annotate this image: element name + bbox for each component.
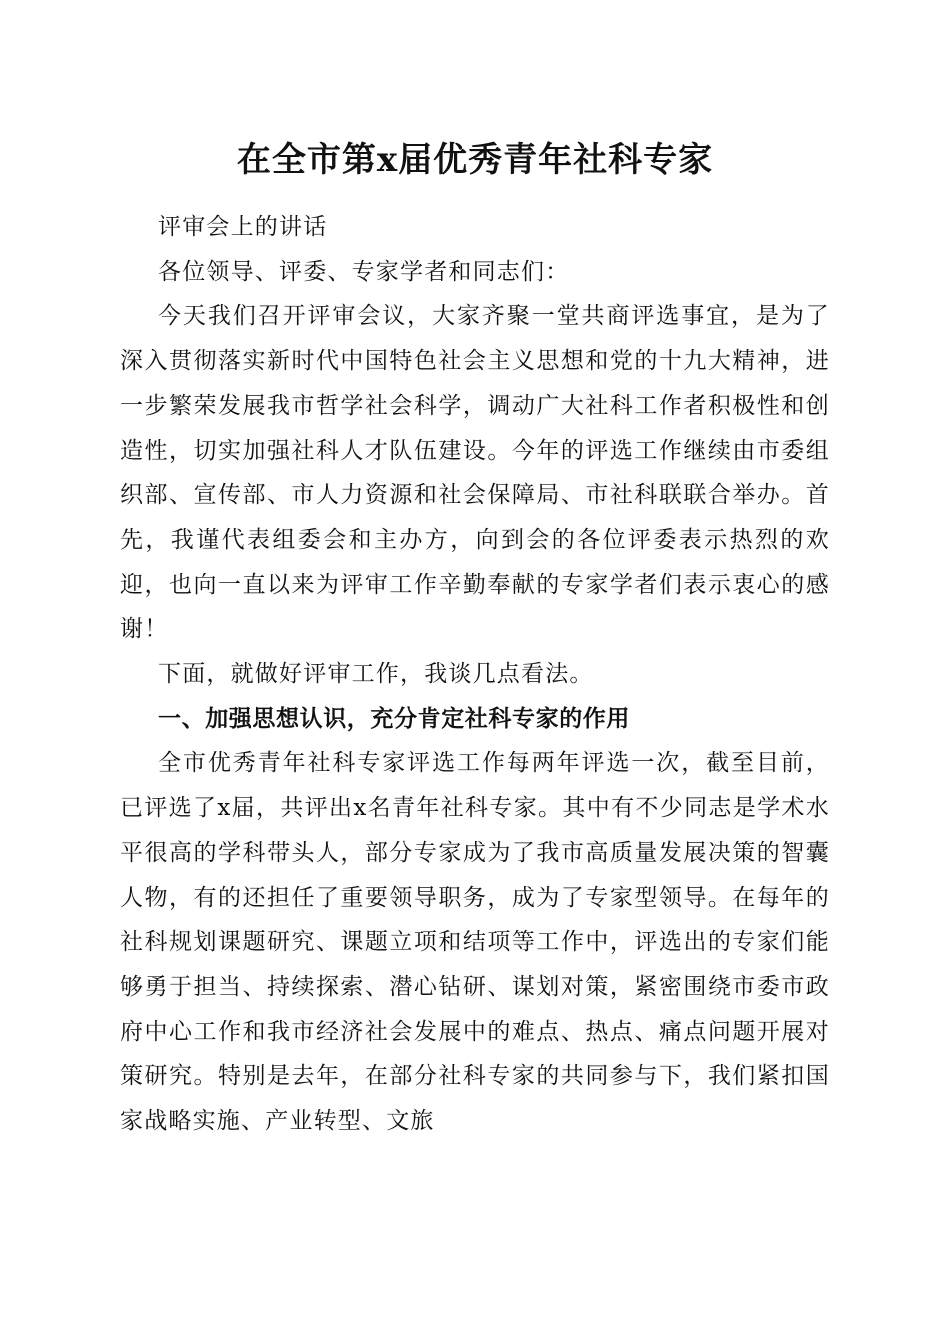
document-title: 在全市第x届优秀青年社科专家: [236, 140, 714, 180]
speech-subtitle: 评审会上的讲话: [158, 214, 328, 240]
paragraph-section-1: 全市优秀青年社科专家评选工作每两年评选一次，截至目前，已评选了x届，共评出x名青年社科专家。其中有不少同志是学术水平很高的学科带头人，部分专家成为了我市高质量发展决策的智囊人物，有的还担任了重要领导职务，成为了专家型领导。在每年的社科规划课题研究、课题立项和结项等工作中，评选出的专家们能够勇于担当、持续探索、潜心钻研、谋划对策，紧密围绕市委市政府中心工作和我市经济社会发展中的难点、热点、痛点问题开展对策研究。特别是去年，在部分社科专家的共同参与下，我们紧扣国家战略实施、产业转型、文旅: [120, 750, 830, 1135]
section-heading-1: 一、加强思想认识，充分肯定社科专家的作用: [158, 705, 630, 732]
salutation: 各位领导、评委、专家学者和同志们：: [158, 258, 570, 285]
paragraph-opening: 今天我们召开评审会议，大家齐聚一堂共商评选事宜，是为了深入贯彻落实新时代中国特色社会主义思想和党的十九大精神，进一步繁荣发展我市哲学社会科学，调动广大社科工作者积极性和创造性，切实加强社科人才队伍建设。今年的评选工作继续由市委组织部、宣传部、市人力资源和社会保障局、市社科联联合举办。首先，我谨代表组委会和主办方，向到会的各位评委表示热烈的欢迎，也向一直以来为评审工作辛勤奉献的专家学者们表示衷心的感谢！: [120, 303, 830, 643]
paragraph-transition: 下面，就做好评审工作，我谈几点看法。: [158, 661, 594, 688]
document-body: [120, 205, 830, 1144]
